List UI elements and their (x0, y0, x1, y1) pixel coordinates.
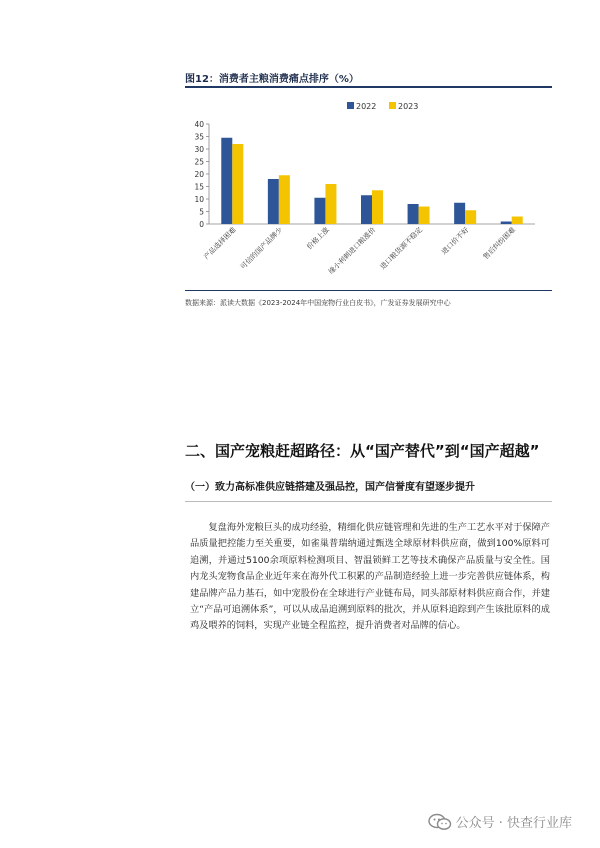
figure-source: 数据来源：派读大数据《2023-2024年中国宠物行业白皮书》，广发证券发展研究中心 (185, 299, 451, 307)
y-tick-label: 35 (194, 132, 204, 142)
figure-title: 图12：消费者主粮消费痛点排序（%） (185, 74, 359, 85)
bar-2022-2 (314, 198, 325, 224)
figure-bottom-rule (185, 290, 552, 291)
x-tick-label: 进口粮货源不稳定 (378, 225, 424, 272)
wechat-icon (428, 813, 452, 831)
x-tick-label: 进口价不好 (440, 225, 471, 257)
y-tick-label: 5 (199, 207, 204, 217)
y-tick-label: 10 (194, 195, 204, 204)
bar-2022-5 (454, 203, 465, 224)
legend-swatch-2023 (389, 102, 396, 109)
x-tick-label: 产品选择困难 (202, 225, 238, 262)
legend-swatch-2022 (347, 102, 354, 109)
bar-2023-2 (325, 184, 336, 224)
bar-2023-0 (232, 144, 243, 224)
x-tick-label: 售后纠纷困难 (481, 225, 518, 262)
legend-label-2023: 2023 (398, 102, 419, 111)
bar-chart (185, 90, 552, 288)
x-tick-label: 价格上涨 (305, 225, 331, 252)
y-tick-label: 40 (194, 120, 204, 129)
bar-2022-1 (268, 179, 279, 224)
bar-2022-6 (501, 222, 512, 225)
watermark-text: 公众号 · 快查行业库 (455, 816, 572, 831)
y-tick-label: 30 (194, 145, 204, 154)
y-tick-label: 25 (194, 157, 204, 167)
subsection-heading: （一）致力高标准供应链搭建及强品控，国产信誉度有望逐步提升 (185, 478, 552, 502)
x-tick-label: 可信的国产品牌少 (239, 225, 285, 272)
bar-2022-4 (408, 204, 419, 224)
bar-2023-3 (372, 190, 383, 224)
bar-2023-4 (419, 207, 430, 225)
section-heading: 二、国产宠粮赶超路径：从“国产替代”到“国产超越” (185, 442, 540, 460)
legend-label-2022: 2022 (356, 102, 377, 111)
bar-2022-0 (221, 138, 232, 224)
y-tick-label: 0 (199, 220, 204, 229)
bar-2023-1 (279, 175, 290, 224)
y-tick-label: 20 (194, 170, 204, 179)
y-tick-label: 15 (194, 182, 204, 192)
x-tick-label: 缘小利刺进口粮涨价 (327, 225, 378, 276)
bar-2022-3 (361, 195, 372, 224)
figure-top-rule (185, 86, 552, 88)
bar-2023-5 (465, 210, 476, 224)
body-paragraph: 复盘海外宠粮巨头的成功经验，精细化供应链管理和先进的生产工艺水平对于保障产品质量把控能力至关重要，如雀巢普瑞纳通过甄选全球原材料供应商，做到100%原料可追溯，并通过5100余项原料检测项目、智温锁鲜工艺等技术确保产品质量与安全性。国内龙头宠物食品企业近年来在海外代工积累的产品制造经验上进一步完善供应链体系，构建品牌产品力基石，如中宠股份在全球进行产业链布局，同头部原材料供应商合作，并建立“产品可追溯体系”，可以从成品追溯到原料的批次，并从原料追踪到产生该批原料的成鸡及喂养的饲料，实现产业链全程监控，提升消费者对品牌的信心。 (190, 522, 550, 632)
watermark (428, 812, 572, 831)
bar-2023-6 (512, 217, 523, 225)
